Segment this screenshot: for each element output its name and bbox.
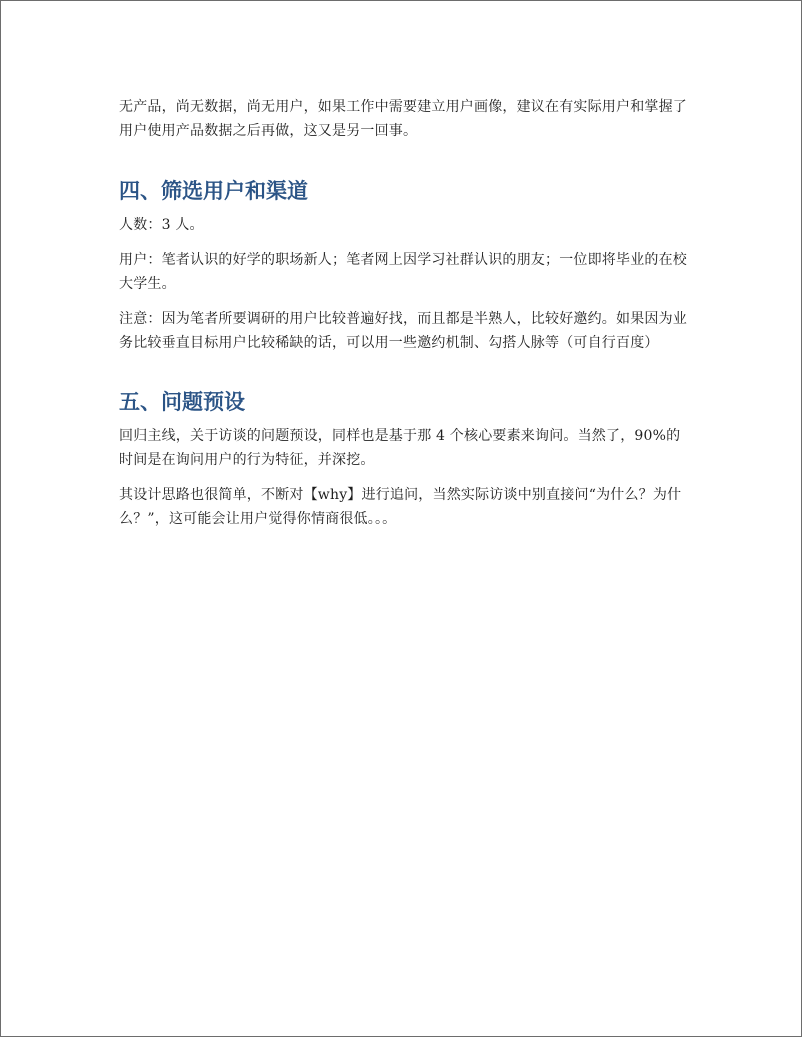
intro-paragraph: 无产品，尚无数据，尚无用户，如果工作中需要建立用户画像，建议在有实际用户和掌握了用户使用产品数据之后再做，这又是另一回事。 <box>119 99 687 139</box>
users-paragraph: 用户：笔者认识的好学的职场新人；笔者网上因学习社群认识的朋友；一位即将毕业的在校大学生。 <box>119 252 687 292</box>
note-paragraph: 注意：因为笔者所要调研的用户比较普遍好找，而且都是半熟人，比较好邀约。如果因为业务比较垂直目标用户比较稀缺的话，可以用一些邀约机制、勾搭人脉等（可自行百度） <box>119 311 687 351</box>
participant-count-paragraph: 人数：3 人。 <box>119 217 204 233</box>
section-4-heading: 四、筛选用户和渠道 <box>119 179 308 203</box>
page-content <box>119 95 689 531</box>
section-5-heading: 五、问题预设 <box>119 390 245 414</box>
question-presets-paragraph: 回归主线，关于访谈的问题预设，同样也是基于那 4 个核心要素来询问。当然了，90%的时间是在询问用户的行为特征，并深挖。 <box>119 428 681 468</box>
why-followup-paragraph: 其设计思路也很简单，不断对【why】进行追问，当然实际访谈中别直接问“为什么？为什么？”，这可能会让用户觉得你情商很低。。。 <box>119 487 682 527</box>
